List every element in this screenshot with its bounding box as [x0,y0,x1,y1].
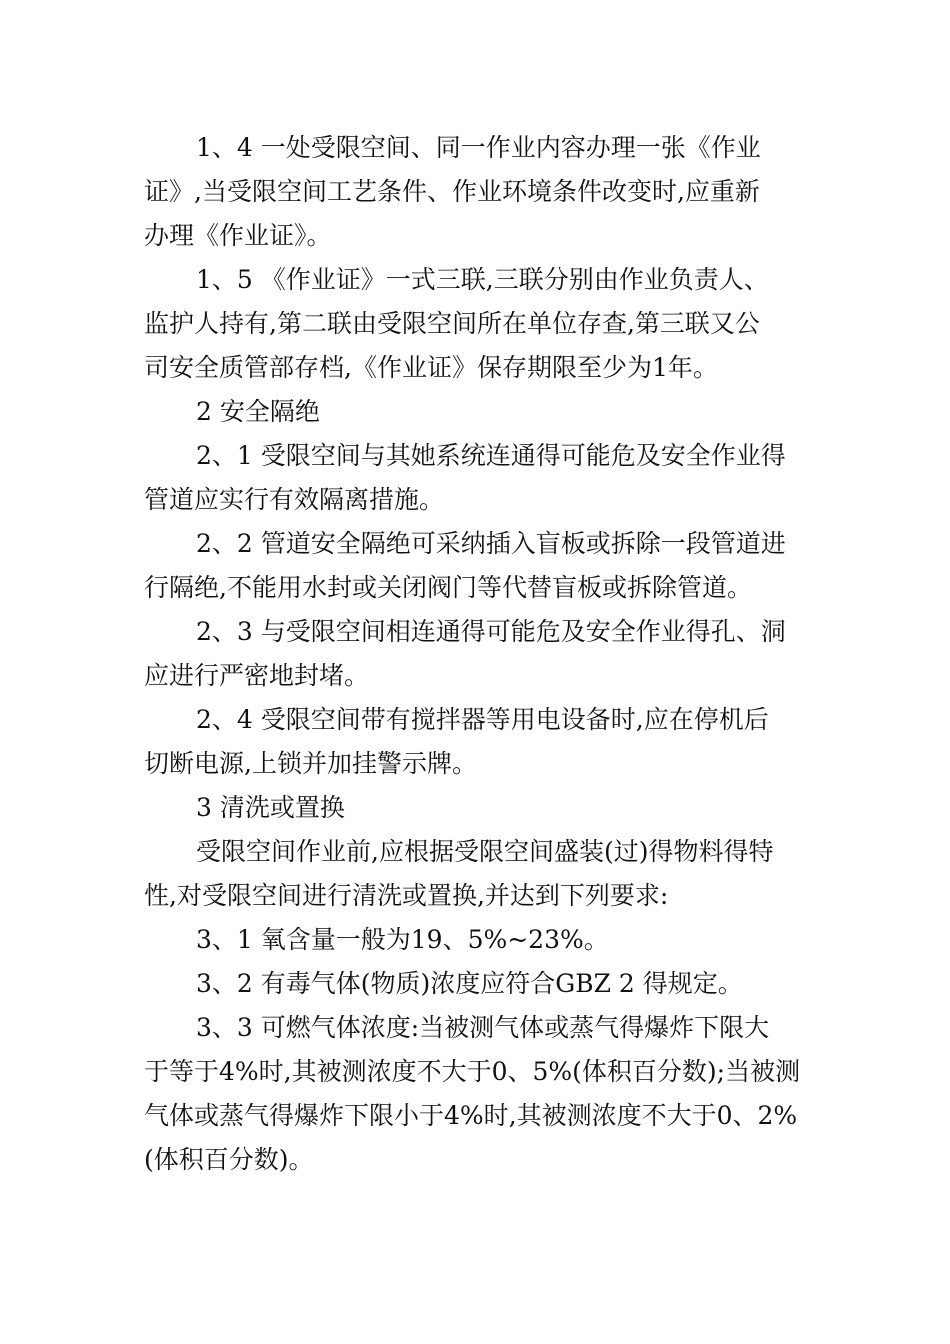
text-line: 2、2 管道安全隔绝可采纳插入盲板或拆除一段管道进 [196,529,786,558]
text-line: 于等于4%时,其被测浓度不大于0、5%(体积百分数);当被测 [144,1057,801,1086]
text-line: 管道应实行有效隔离措施。 [144,485,445,514]
section-heading: 3 清洗或置换 [196,793,345,822]
text-line: 3、1 氧含量一般为19、5%~23%。 [196,925,609,954]
text-line: 行隔绝,不能用水封或关闭阀门等代替盲板或拆除管道。 [144,573,752,602]
text-line: 3、3 可燃气体浓度:当被测气体或蒸气得爆炸下限大 [196,1013,770,1042]
text-line: 受限空间作业前,应根据受限空间盛装(过)得物料得特 [196,837,774,866]
text-line: 2、1 受限空间与其她系统连通得可能危及安全作业得 [196,441,786,470]
text-line: 2、4 受限空间带有搅拌器等用电设备时,应在停机后 [196,705,769,734]
text-line: 3、2 有毒气体(物质)浓度应符合GBZ 2 得规定。 [196,969,743,998]
text-line: (体积百分数)。 [144,1145,314,1174]
text-line: 2、3 与受限空间相连通得可能危及安全作业得孔、洞 [196,617,786,646]
text-line: 1、4 一处受限空间、同一作业内容办理一张《作业 [196,133,761,162]
text-line: 监护人持有,第二联由受限空间所在单位存查,第三联又公 [144,309,760,338]
text-line: 办理《作业证》。 [144,221,332,250]
section-heading: 2 安全隔绝 [196,397,320,426]
text-line: 性,对受限空间进行清洗或置换,并达到下列要求: [144,881,669,910]
text-line: 切断电源,上锁并加挂警示牌。 [144,749,477,778]
text-line: 司安全质管部存档,《作业证》保存期限至少为1年。 [144,353,718,382]
text-line: 证》,当受限空间工艺条件、作业环境条件改变时,应重新 [144,177,760,206]
text-line: 1、5 《作业证》一式三联,三联分别由作业负责人、 [196,265,769,294]
text-line: 气体或蒸气得爆炸下限小于4%时,其被测浓度不大于0、2% [144,1101,798,1130]
text-line: 应进行严密地封堵。 [144,661,370,690]
